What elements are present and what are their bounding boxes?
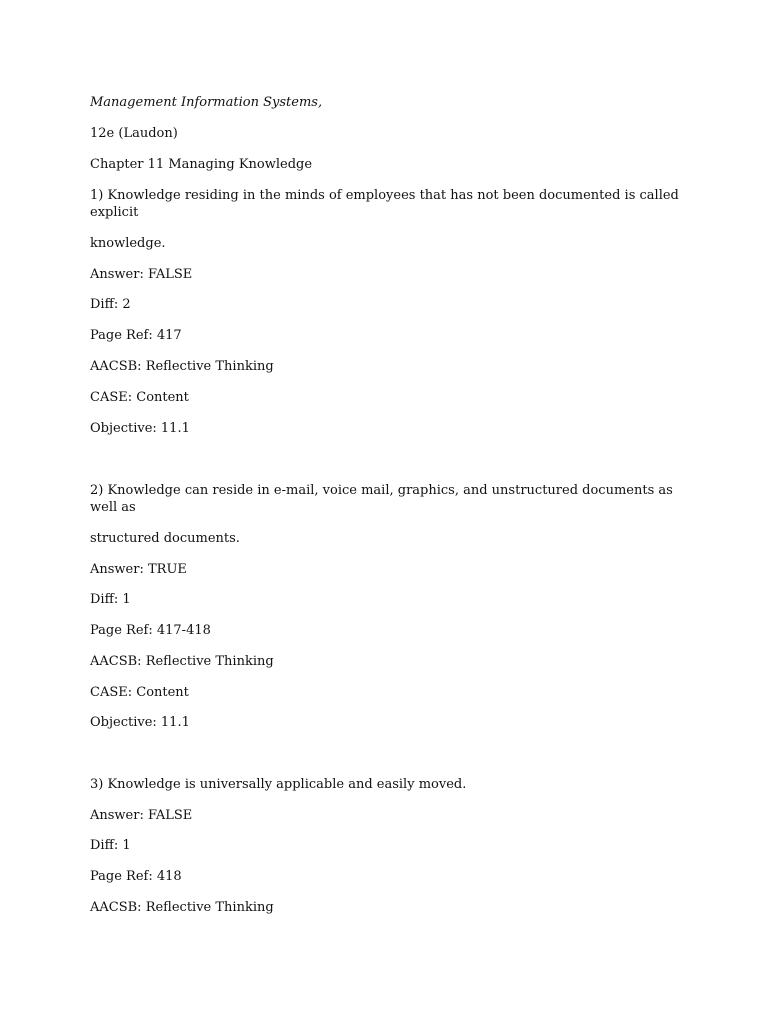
- question-text-line: structured documents.: [90, 531, 240, 546]
- difficulty-line: Diff: 1: [90, 838, 131, 853]
- answer-line: Answer: FALSE: [90, 808, 193, 823]
- page-ref-line: Page Ref: 417: [90, 328, 182, 343]
- difficulty-line: Diff: 2: [90, 297, 131, 312]
- objective-line: Objective: 11.1: [90, 421, 190, 436]
- question-text-line: explicit: [90, 205, 139, 220]
- answer-line: Answer: FALSE: [90, 267, 193, 282]
- question-text-line: well as: [90, 500, 136, 515]
- question-text-line: 1) Knowledge residing in the minds of employees that has not been documented is called: [90, 188, 679, 203]
- edition-line: 12e (Laudon): [90, 126, 178, 141]
- question-text-line: knowledge.: [90, 236, 166, 251]
- aacsb-line: AACSB: Reflective Thinking: [90, 654, 274, 669]
- case-line: CASE: Content: [90, 685, 189, 700]
- aacsb-line: AACSB: Reflective Thinking: [90, 900, 274, 915]
- question-text-line: 3) Knowledge is universally applicable and easily moved.: [90, 777, 467, 792]
- book-title: Management Information Systems,: [90, 95, 323, 110]
- case-line: CASE: Content: [90, 390, 189, 405]
- aacsb-line: AACSB: Reflective Thinking: [90, 359, 274, 374]
- objective-line: Objective: 11.1: [90, 715, 190, 730]
- page-ref-line: Page Ref: 418: [90, 869, 182, 884]
- difficulty-line: Diff: 1: [90, 592, 131, 607]
- page-ref-line: Page Ref: 417-418: [90, 623, 211, 638]
- chapter-title: Chapter 11 Managing Knowledge: [90, 157, 313, 172]
- question-text-line: 2) Knowledge can reside in e-mail, voice mail, graphics, and unstructured documents as: [90, 483, 673, 498]
- answer-line: Answer: TRUE: [90, 562, 187, 577]
